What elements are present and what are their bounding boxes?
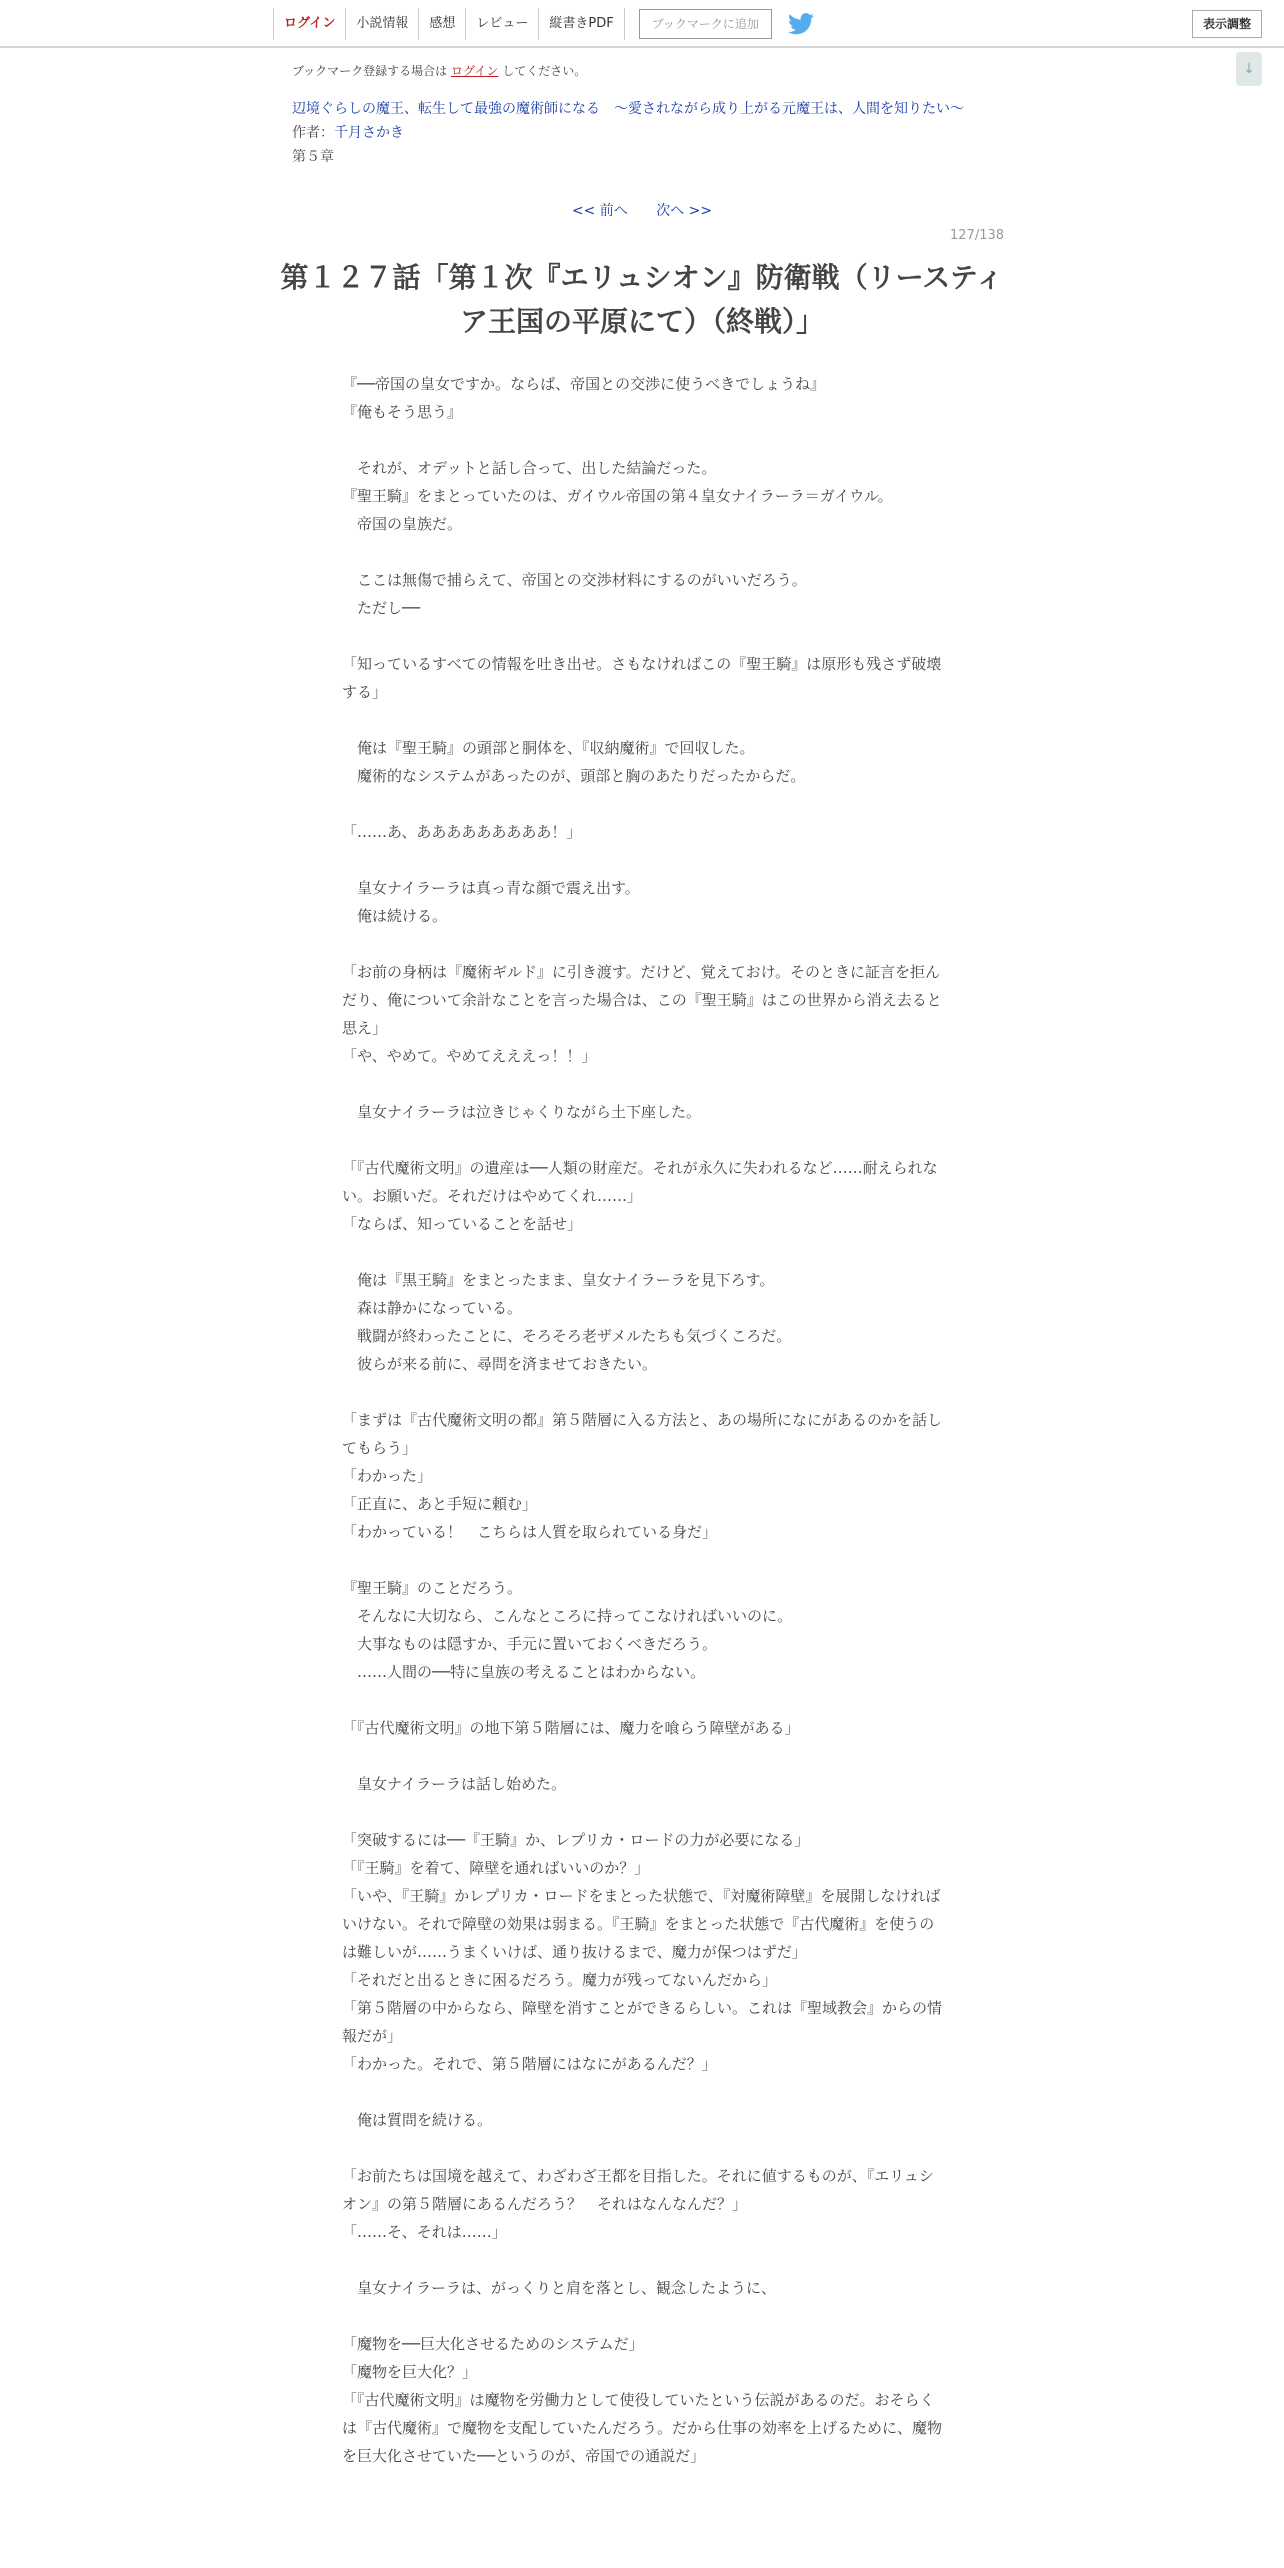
body-paragraph <box>342 426 942 454</box>
page-down-button[interactable]: ↓ <box>1236 52 1262 86</box>
body-paragraph: 「知っているすべての情報を吐き出せ。さもなければこの『聖王騎』は原形も残さず破壊する」 <box>342 655 942 701</box>
body-paragraph <box>342 1686 942 1714</box>
author-line: 作者：千月さかき <box>292 125 404 141</box>
chapter-label: 第５章 <box>292 149 334 165</box>
body-paragraph: 大事なものは隠すか、手元に置いておくべきだろう。 <box>342 1635 718 1653</box>
body-paragraph: 皇女ナイラーラは泣きじゃくりながら土下座した。 <box>342 1103 701 1121</box>
body-paragraph: 「『古代魔術文明』の遺産は──人類の財産だ。それが永久に失われるなど……耐えられない。お願いだ。それだけはやめてくれ……」 <box>342 1159 938 1205</box>
body-paragraph <box>342 846 942 874</box>
body-paragraph <box>342 2246 942 2274</box>
body-paragraph <box>342 1238 942 1266</box>
nav-login[interactable]: ログイン <box>273 8 345 40</box>
episode-count: 127/138 <box>950 228 1005 243</box>
body-paragraph: 「……そ、それは……」 <box>342 2223 507 2241</box>
body-paragraph: 魔術的なシステムがあったのが、頭部と胸のあたりだったからだ。 <box>342 767 806 785</box>
notice-login-link[interactable]: ログイン <box>451 64 499 78</box>
novel-body <box>342 370 942 2470</box>
body-paragraph <box>342 1378 942 1406</box>
body-paragraph: 「まずは『古代魔術文明の都』第５階層に入る方法と、あの場所になにがあるのかを話してもらう」 <box>342 1411 943 1457</box>
body-paragraph <box>342 2302 942 2330</box>
body-paragraph <box>342 2134 942 2162</box>
body-paragraph: 「いや、『王騎』かレプリカ・ロードをまとった状態で、『対魔術障壁』を展開しなければいけない。それで障壁の効果は弱まる。『王騎』をまとった状態で『古代魔術』を使うのは難しいが……うまくいけば、通り抜けるまで、魔力が保つはずだ」 <box>342 1887 941 1961</box>
bookmark-login-notice: ブックマーク登録する場合は ログイン してください。 <box>292 64 587 78</box>
body-paragraph <box>342 1742 942 1770</box>
body-paragraph: 「わかった。それで、第５階層にはなにがあるんだ？」 <box>342 2055 717 2073</box>
body-paragraph: 森は静かになっている。 <box>342 1299 523 1317</box>
add-bookmark-button[interactable]: ブックマークに追加 <box>639 9 772 39</box>
global-nav <box>273 8 814 40</box>
body-paragraph <box>342 1798 942 1826</box>
body-paragraph: そんなに大切なら、こんなところに持ってこなければいいのに。 <box>342 1607 793 1625</box>
body-paragraph: 『──帝国の皇女ですか。ならば、帝国との交渉に使うべきでしょうね』 <box>342 375 826 393</box>
body-paragraph <box>342 2078 942 2106</box>
nav-vertical-pdf[interactable]: 縦書きPDF <box>538 8 624 40</box>
body-paragraph: 「それだと出るときに困るだろう。魔力が残ってないんだから」 <box>342 1971 778 1989</box>
nav-novel-info[interactable]: 小説情報 <box>345 8 418 40</box>
body-paragraph: 俺は『黒王騎』をまとったまま、皇女ナイラーラを見下ろす。 <box>342 1271 775 1289</box>
body-paragraph <box>342 1070 942 1098</box>
body-paragraph: ……人間の──特に皇族の考えることはわからない。 <box>342 1663 706 1681</box>
body-paragraph: 彼らが来る前に、尋問を済ませておきたい。 <box>342 1355 658 1373</box>
body-paragraph <box>342 1126 942 1154</box>
body-paragraph: 「『王騎』を着て、障壁を通ればいいのか？」 <box>342 1859 650 1877</box>
body-paragraph: 「『古代魔術文明』の地下第５階層には、魔力を喰らう障壁がある」 <box>342 1719 800 1737</box>
body-paragraph: 『俺もそう思う』 <box>342 403 463 421</box>
body-paragraph <box>342 930 942 958</box>
body-paragraph: 「わかっている！ こちらは人質を取られている身だ」 <box>342 1523 718 1541</box>
body-paragraph: 帝国の皇族だ。 <box>342 515 463 533</box>
body-paragraph: 「魔物を──巨大化させるためのシステムだ」 <box>342 2335 644 2353</box>
author-link[interactable]: 千月さかき <box>334 125 404 141</box>
body-paragraph: 「正直に、あと手短に頼む」 <box>342 1495 538 1513</box>
body-paragraph: 「お前の身柄は『魔術ギルド』に引き渡す。だけど、覚えておけ。そのときに証言を拒んだり、俺について余計なことを言った場合は、この『聖王騎』はこの世界から消え去ると思え」 <box>342 963 942 1037</box>
body-paragraph: 皇女ナイラーラは、がっくりと肩を落とし、観念したように、 <box>342 2279 776 2297</box>
nav-impressions[interactable]: 感想 <box>418 8 465 40</box>
body-paragraph: 戦闘が終わったことに、そろそろ老ザメルたちも気づくころだ。 <box>342 1327 792 1345</box>
body-paragraph: それが、オデットと話し合って、出した結論だった。 <box>342 459 717 477</box>
next-episode-link[interactable]: 次へ >> <box>656 203 713 219</box>
body-paragraph: 俺は続ける。 <box>342 907 448 925</box>
body-paragraph: 皇女ナイラーラは話し始めた。 <box>342 1775 566 1793</box>
body-paragraph: 『聖王騎』のことだろう。 <box>342 1579 523 1597</box>
body-paragraph: 「……あ、あああああああああ！」 <box>342 823 582 841</box>
body-paragraph: ここは無傷で捕らえて、帝国との交渉材料にするのがいいだろう。 <box>342 571 807 589</box>
prev-episode-link[interactable]: << 前へ <box>571 203 628 219</box>
twitter-icon[interactable] <box>788 13 814 35</box>
episode-pager <box>0 200 1284 220</box>
body-paragraph: 「ならば、知っていることを話せ」 <box>342 1215 583 1233</box>
body-paragraph: 『聖王騎』をまとっていたのは、ガイウル帝国の第４皇女ナイラーラ＝ガイウル。 <box>342 487 893 505</box>
body-paragraph: 俺は質問を続ける。 <box>342 2111 493 2129</box>
episode-title: 第１２７話「第１次『エリュシオン』防衛戦（リースティア王国の平原にて）（終戦）」 <box>280 261 1004 338</box>
top-nav-bar <box>0 0 1284 48</box>
body-paragraph <box>342 1546 942 1574</box>
body-paragraph <box>342 538 942 566</box>
body-paragraph: 「や、やめて。やめてえええっ！！」 <box>342 1047 597 1065</box>
series-title-link[interactable]: 辺境ぐらしの魔王、転生して最強の魔術師になる 〜愛されながら成り上がる元魔王は、人間を知りたい〜 <box>292 101 964 117</box>
display-settings-button[interactable]: 表示調整 <box>1192 10 1262 38</box>
body-paragraph <box>342 706 942 734</box>
body-paragraph <box>342 790 942 818</box>
body-paragraph <box>342 622 942 650</box>
body-paragraph: ただし── <box>342 599 421 617</box>
body-paragraph: 「お前たちは国境を越えて、わざわざ王都を目指した。それに値するものが、『エリュシオン』の第５階層にあるんだろう？ それはなんなんだ？」 <box>342 2167 934 2213</box>
nav-review[interactable]: レビュー <box>465 8 538 40</box>
body-paragraph: 「『古代魔術文明』は魔物を労働力として使役していたという伝説があるのだ。おそらくは『古代魔術』で魔物を支配していたんだろう。だから仕事の効率を上げるために、魔物を巨大化させていた──というのが、帝国での通説だ」 <box>342 2391 943 2465</box>
body-paragraph: 「第５階層の中からなら、障壁を消すことができるらしい。これは『聖域教会』からの情報だが」 <box>342 1999 943 2045</box>
body-paragraph: 「突破するには──『王騎』か、レプリカ・ロードの力が必要になる」 <box>342 1831 810 1849</box>
body-paragraph: 「わかった」 <box>342 1467 433 1485</box>
body-paragraph: 皇女ナイラーラは真っ青な顔で震え出す。 <box>342 879 640 897</box>
body-paragraph: 「魔物を巨大化？」 <box>342 2363 478 2381</box>
body-paragraph: 俺は『聖王騎』の頭部と胴体を、『収納魔術』で回収した。 <box>342 739 755 757</box>
